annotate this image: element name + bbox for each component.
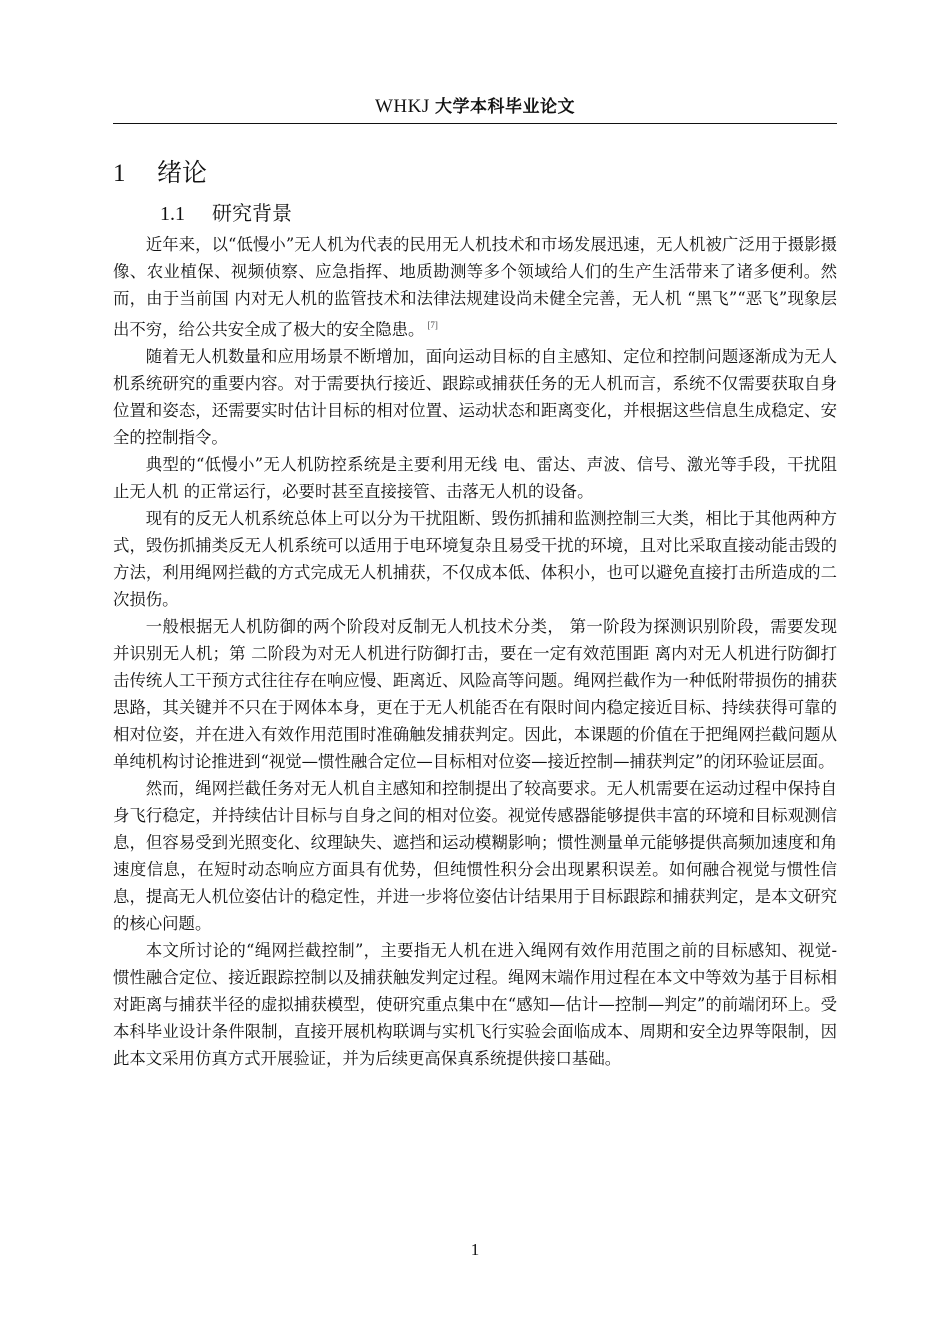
page-number: 1 xyxy=(470,1240,480,1259)
header-title-cjk: 大学本科毕业论文 xyxy=(435,97,576,117)
paragraph: 随着无人机数量和应用场景不断增加，面向运动目标的自主感知、定位和控制问题逐渐成为无人机系统研究的重要内容。对于需要执行接近、跟踪或捕获任务的无人机而言，系统不仅需要获取自身位置和姿态，还需要实时估计目标的相对位置、运动状态和距离变化，并根据这些信息生成稳定、安全的控制指令。 xyxy=(113,347,837,447)
paragraph: 典型的“低慢小”无人机防控系统是主要利用无线 电、雷达、声波、信号、激光等手段，干扰阻止无人机 的正常运行，必要时甚至直接接管、击落无人机的设备。 xyxy=(113,455,837,501)
paragraph: 本文所讨论的“绳网拦截控制”，主要指无人机在进入绳网有效作用范围之前的目标感知、视觉-惯性融合定位、接近跟踪控制以及捕获触发判定过程。绳网末端作用过程在本文中等效为基于目标相对距离与捕获半径的虚拟捕获模型，使研究重点集中在“感知—估计—控制—判定”的前端闭环上。受本科毕业设计条件限制，直接开展机构联调与实机飞行实验会面临成本、周期和安全边界等限制，因此本文采用仿真方式开展验证，并为后续更高保真系统提供接口基础。 xyxy=(113,941,837,1068)
chapter-number: 1 xyxy=(113,160,126,187)
header-title-latin: WHKJ xyxy=(374,96,436,117)
paragraph-text: 近年来，以“低慢小”无人机为代表的民用无人机技术和市场发展迅速，无人机被广泛用于摄影摄像、农业植保、视频侦察、应急指挥、地质勘测等多个领域给人们的生产生活带来了诸多便利。然而，由于当前国 内对无人机的监管技术和法律法规建设尚未健全完善，无人机 “黑飞”“恶飞”现象层出不穷，给公共安全成了极大的安全隐患。 xyxy=(113,235,837,339)
citation-marker: [7] xyxy=(427,320,438,330)
section-heading xyxy=(160,197,292,226)
paragraph: 然而，绳网拦截任务对无人机自主感知和控制提出了较高要求。无人机需要在运动过程中保持自身飞行稳定，并持续估计目标与自身之间的相对位姿。视觉传感器能够提供丰富的环境和目标观测信息，但容易受到光照变化、纹理缺失、遮挡和运动模糊影响；惯性测量单元能够提供高频加速度和角速度信息，在短时动态响应方面具有优势，但纯惯性积分会出现累积误差。如何融合视觉与惯性信息，提高无人机位姿估计的稳定性，并进一步将位姿估计结果用于目标跟踪和捕获判定，是本文研究的核心问题。 xyxy=(113,779,837,933)
chapter-heading xyxy=(113,153,207,189)
paragraph xyxy=(113,231,837,343)
header-divider xyxy=(113,123,837,124)
paragraph: 一般根据无人机防御的两个阶段对反制无人机技术分类， 第一阶段为探测识别阶段，需要发现并识别无人机；第 二阶段为对无人机进行防御打击，要在一定有效范围距 离内对无人机进行防御打击传统人工干预方式往往存在响应慢、距离近、风险高等问题。绳网拦截作为一种低附带损伤的捕获思路，其关键并不只在于网体本身，更在于无人机能否在有限时间内稳定接近目标、持续获得可靠的相对位姿，并在进入有效作用范围时准确触发捕获判定。因此，本课题的价值在于把绳网拦截问题从单纯机构讨论推进到“视觉—惯性融合定位—目标相对位姿—接近控制—捕获判定”的闭环验证层面。 xyxy=(113,617,837,771)
paragraph: 现有的反无人机系统总体上可以分为干扰阻断、毁伤抓捕和监测控制三大类，相比于其他两种方式，毁伤抓捕类反无人机系统可以适用于电环境复杂且易受干扰的环境，且对比采取直接动能击毁的方法，利用绳网拦截的方式完成无人机捕获，不仅成本低、体积小，也可以避免直接打击所造成的二次损伤。 xyxy=(113,509,837,609)
section-number: 1.1 xyxy=(160,203,185,225)
section-title: 研究背景 xyxy=(212,201,292,225)
chapter-title: 绪论 xyxy=(157,158,208,187)
body-text xyxy=(113,231,837,1072)
running-header xyxy=(113,92,837,118)
